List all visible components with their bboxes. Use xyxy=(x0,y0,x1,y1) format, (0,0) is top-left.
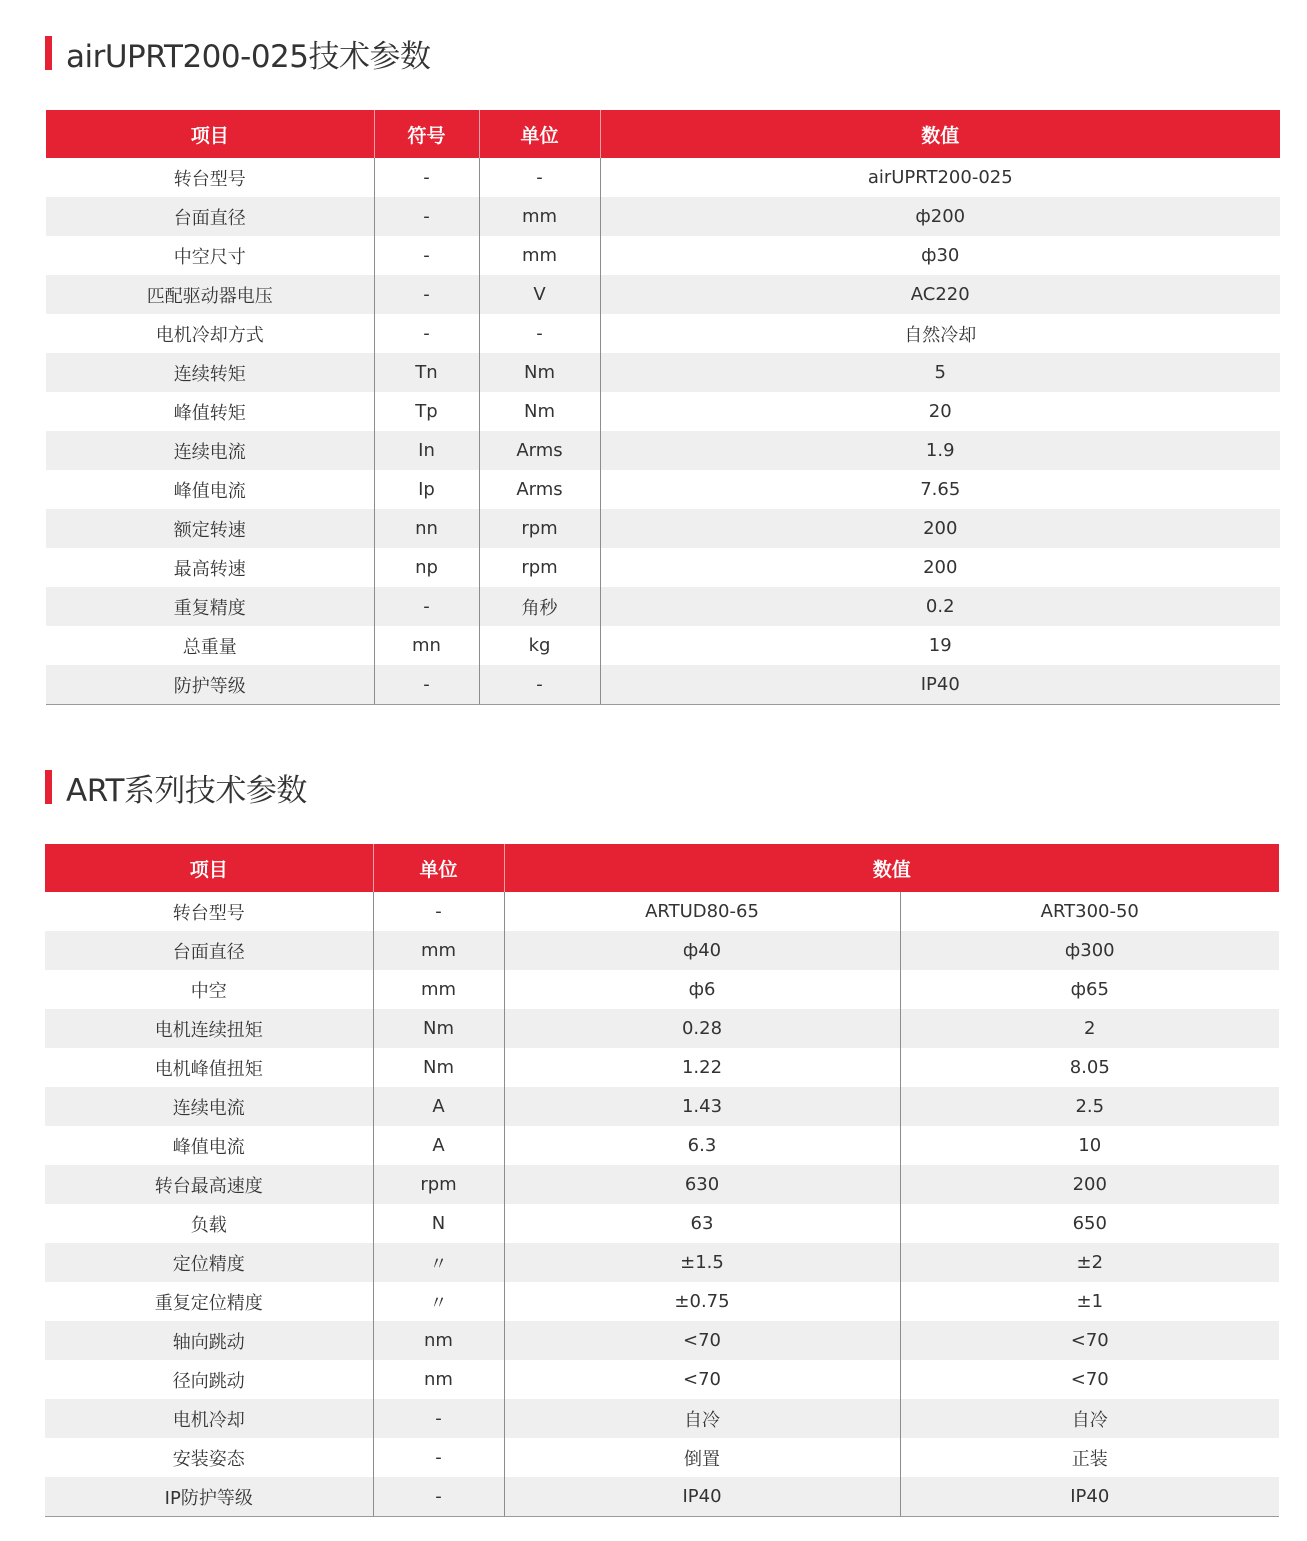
cell-item: 匹配驱动器电压 xyxy=(46,275,374,314)
cell-unit: 角秒 xyxy=(479,587,600,626)
cell-unit: nm xyxy=(373,1360,504,1399)
table-row xyxy=(45,970,1279,1009)
cell-unit: - xyxy=(373,1477,504,1517)
cell-value-model-2: ф65 xyxy=(900,970,1279,1009)
cell-unit: V xyxy=(479,275,600,314)
cell-value: 1.9 xyxy=(600,431,1280,470)
table-row xyxy=(46,275,1280,314)
cell-symbol: nn xyxy=(374,509,479,548)
cell-item: 重复精度 xyxy=(46,587,374,626)
table-row xyxy=(46,548,1280,587)
table-header-row xyxy=(45,844,1279,892)
cell-value: AC220 xyxy=(600,275,1280,314)
cell-item: 连续电流 xyxy=(45,1087,373,1126)
cell-value-model-1: 自冷 xyxy=(504,1399,900,1438)
cell-unit: - xyxy=(373,1399,504,1438)
cell-unit: mm xyxy=(479,197,600,236)
cell-unit: mm xyxy=(373,931,504,970)
table-row xyxy=(45,1399,1279,1438)
table-row xyxy=(45,1048,1279,1087)
cell-item: 最高转速 xyxy=(46,548,374,587)
cell-value-model-2: ±2 xyxy=(900,1243,1279,1282)
cell-value: 200 xyxy=(600,548,1280,587)
table-row xyxy=(46,626,1280,665)
cell-item: 额定转速 xyxy=(46,509,374,548)
section-title-text: airUPRT200-025技术参数 xyxy=(66,38,431,75)
cell-value-model-2: <70 xyxy=(900,1360,1279,1399)
cell-value-model-1: 630 xyxy=(504,1165,900,1204)
cell-value-model-2: ф300 xyxy=(900,931,1279,970)
cell-item: 总重量 xyxy=(46,626,374,665)
cell-item: 转台最高速度 xyxy=(45,1165,373,1204)
cell-unit: Arms xyxy=(479,431,600,470)
table-row xyxy=(46,158,1280,197)
cell-value-model-2: 10 xyxy=(900,1126,1279,1165)
cell-symbol: In xyxy=(374,431,479,470)
table-row xyxy=(46,431,1280,470)
cell-item: 台面直径 xyxy=(46,197,374,236)
cell-value-model-2: 200 xyxy=(900,1165,1279,1204)
cell-symbol: mn xyxy=(374,626,479,665)
table-row xyxy=(45,1360,1279,1399)
cell-item: 电机连续扭矩 xyxy=(45,1009,373,1048)
table-row xyxy=(46,353,1280,392)
cell-item: 中空尺寸 xyxy=(46,236,374,275)
cell-value-model-2: <70 xyxy=(900,1321,1279,1360)
cell-unit: - xyxy=(479,314,600,353)
section-title-art xyxy=(45,770,307,809)
cell-symbol: - xyxy=(374,665,479,705)
table-row xyxy=(45,1321,1279,1360)
cell-unit: - xyxy=(479,665,600,705)
cell-symbol: Tp xyxy=(374,392,479,431)
cell-symbol: Ip xyxy=(374,470,479,509)
cell-unit: rpm xyxy=(373,1165,504,1204)
cell-symbol: - xyxy=(374,236,479,275)
table-row xyxy=(45,1282,1279,1321)
cell-item: 峰值电流 xyxy=(45,1126,373,1165)
cell-item: 中空 xyxy=(45,970,373,1009)
table-row xyxy=(46,314,1280,353)
cell-value-model-1: 63 xyxy=(504,1204,900,1243)
art-series-spec-table xyxy=(45,844,1279,1517)
cell-item: 电机峰值扭矩 xyxy=(45,1048,373,1087)
cell-value-model-1: ф40 xyxy=(504,931,900,970)
cell-item: 峰值转矩 xyxy=(46,392,374,431)
table-row xyxy=(46,470,1280,509)
table-row xyxy=(46,509,1280,548)
cell-unit: 〃 xyxy=(373,1243,504,1282)
cell-value: 200 xyxy=(600,509,1280,548)
cell-unit: rpm xyxy=(479,509,600,548)
cell-value-model-2: ±1 xyxy=(900,1282,1279,1321)
cell-item: 转台型号 xyxy=(45,892,373,931)
section-title-text: ART系列技术参数 xyxy=(66,772,307,809)
title-accent-bar xyxy=(45,770,52,804)
table-row xyxy=(45,1009,1279,1048)
cell-value: 20 xyxy=(600,392,1280,431)
table-row xyxy=(45,892,1279,931)
title-accent-bar xyxy=(45,36,52,70)
cell-unit: Nm xyxy=(479,392,600,431)
table-header-row xyxy=(46,110,1280,158)
cell-value: 7.65 xyxy=(600,470,1280,509)
cell-unit: Nm xyxy=(373,1048,504,1087)
airuprt-spec-table xyxy=(46,110,1280,705)
cell-item: IP防护等级 xyxy=(45,1477,373,1517)
cell-value-model-1: 1.43 xyxy=(504,1087,900,1126)
cell-item: 重复定位精度 xyxy=(45,1282,373,1321)
cell-value: ф200 xyxy=(600,197,1280,236)
section-title-airuprt xyxy=(45,36,431,75)
cell-unit: mm xyxy=(373,970,504,1009)
cell-symbol: - xyxy=(374,158,479,197)
cell-unit: A xyxy=(373,1126,504,1165)
table-row xyxy=(46,236,1280,275)
cell-unit: kg xyxy=(479,626,600,665)
cell-symbol: - xyxy=(374,197,479,236)
cell-item: 峰值电流 xyxy=(46,470,374,509)
cell-symbol: Tn xyxy=(374,353,479,392)
cell-value-model-1: ARTUD80-65 xyxy=(504,892,900,931)
cell-value-model-1: ±1.5 xyxy=(504,1243,900,1282)
cell-item: 负载 xyxy=(45,1204,373,1243)
cell-symbol: - xyxy=(374,587,479,626)
cell-value: ф30 xyxy=(600,236,1280,275)
table-row xyxy=(45,1126,1279,1165)
cell-value-model-1: 6.3 xyxy=(504,1126,900,1165)
cell-unit: - xyxy=(479,158,600,197)
cell-value-model-1: 1.22 xyxy=(504,1048,900,1087)
cell-unit: nm xyxy=(373,1321,504,1360)
cell-value-model-1: IP40 xyxy=(504,1477,900,1517)
table-row xyxy=(45,1204,1279,1243)
table-row xyxy=(45,1477,1279,1517)
header-value: 数值 xyxy=(600,110,1280,158)
cell-item: 径向跳动 xyxy=(45,1360,373,1399)
cell-symbol: np xyxy=(374,548,479,587)
cell-unit: A xyxy=(373,1087,504,1126)
header-unit: 单位 xyxy=(373,844,504,892)
cell-item: 安装姿态 xyxy=(45,1438,373,1477)
table-row xyxy=(46,665,1280,705)
header-item: 项目 xyxy=(45,844,373,892)
cell-item: 连续电流 xyxy=(46,431,374,470)
cell-value-model-2: 自冷 xyxy=(900,1399,1279,1438)
cell-value-model-2: 正装 xyxy=(900,1438,1279,1477)
table-row xyxy=(46,392,1280,431)
cell-unit: - xyxy=(373,892,504,931)
cell-unit: Arms xyxy=(479,470,600,509)
cell-value-model-1: ф6 xyxy=(504,970,900,1009)
cell-value-model-1: <70 xyxy=(504,1360,900,1399)
cell-value: airUPRT200-025 xyxy=(600,158,1280,197)
table-row xyxy=(45,931,1279,970)
cell-value-model-2: 650 xyxy=(900,1204,1279,1243)
cell-item: 电机冷却方式 xyxy=(46,314,374,353)
cell-unit: Nm xyxy=(479,353,600,392)
cell-value: 19 xyxy=(600,626,1280,665)
header-unit: 单位 xyxy=(479,110,600,158)
cell-value-model-2: 8.05 xyxy=(900,1048,1279,1087)
table-row xyxy=(45,1087,1279,1126)
cell-value-model-1: 倒置 xyxy=(504,1438,900,1477)
cell-value-model-1: 0.28 xyxy=(504,1009,900,1048)
cell-value: 0.2 xyxy=(600,587,1280,626)
cell-value: IP40 xyxy=(600,665,1280,705)
cell-item: 台面直径 xyxy=(45,931,373,970)
cell-value-model-2: 2.5 xyxy=(900,1087,1279,1126)
header-symbol: 符号 xyxy=(374,110,479,158)
cell-item: 定位精度 xyxy=(45,1243,373,1282)
table-row xyxy=(45,1165,1279,1204)
cell-value-model-1: ±0.75 xyxy=(504,1282,900,1321)
cell-unit: Nm xyxy=(373,1009,504,1048)
cell-value-model-2: 2 xyxy=(900,1009,1279,1048)
cell-item: 轴向跳动 xyxy=(45,1321,373,1360)
header-value: 数值 xyxy=(504,844,1279,892)
cell-value: 5 xyxy=(600,353,1280,392)
cell-unit: - xyxy=(373,1438,504,1477)
cell-item: 电机冷却 xyxy=(45,1399,373,1438)
cell-unit: rpm xyxy=(479,548,600,587)
cell-symbol: - xyxy=(374,275,479,314)
table-row xyxy=(46,197,1280,236)
cell-unit: N xyxy=(373,1204,504,1243)
cell-item: 转台型号 xyxy=(46,158,374,197)
cell-unit: 〃 xyxy=(373,1282,504,1321)
cell-value: 自然冷却 xyxy=(600,314,1280,353)
cell-item: 防护等级 xyxy=(46,665,374,705)
cell-value-model-1: <70 xyxy=(504,1321,900,1360)
table-row xyxy=(46,587,1280,626)
table-row xyxy=(45,1243,1279,1282)
cell-item: 连续转矩 xyxy=(46,353,374,392)
header-item: 项目 xyxy=(46,110,374,158)
table-row xyxy=(45,1438,1279,1477)
cell-unit: mm xyxy=(479,236,600,275)
cell-symbol: - xyxy=(374,314,479,353)
cell-value-model-2: ART300-50 xyxy=(900,892,1279,931)
cell-value-model-2: IP40 xyxy=(900,1477,1279,1517)
